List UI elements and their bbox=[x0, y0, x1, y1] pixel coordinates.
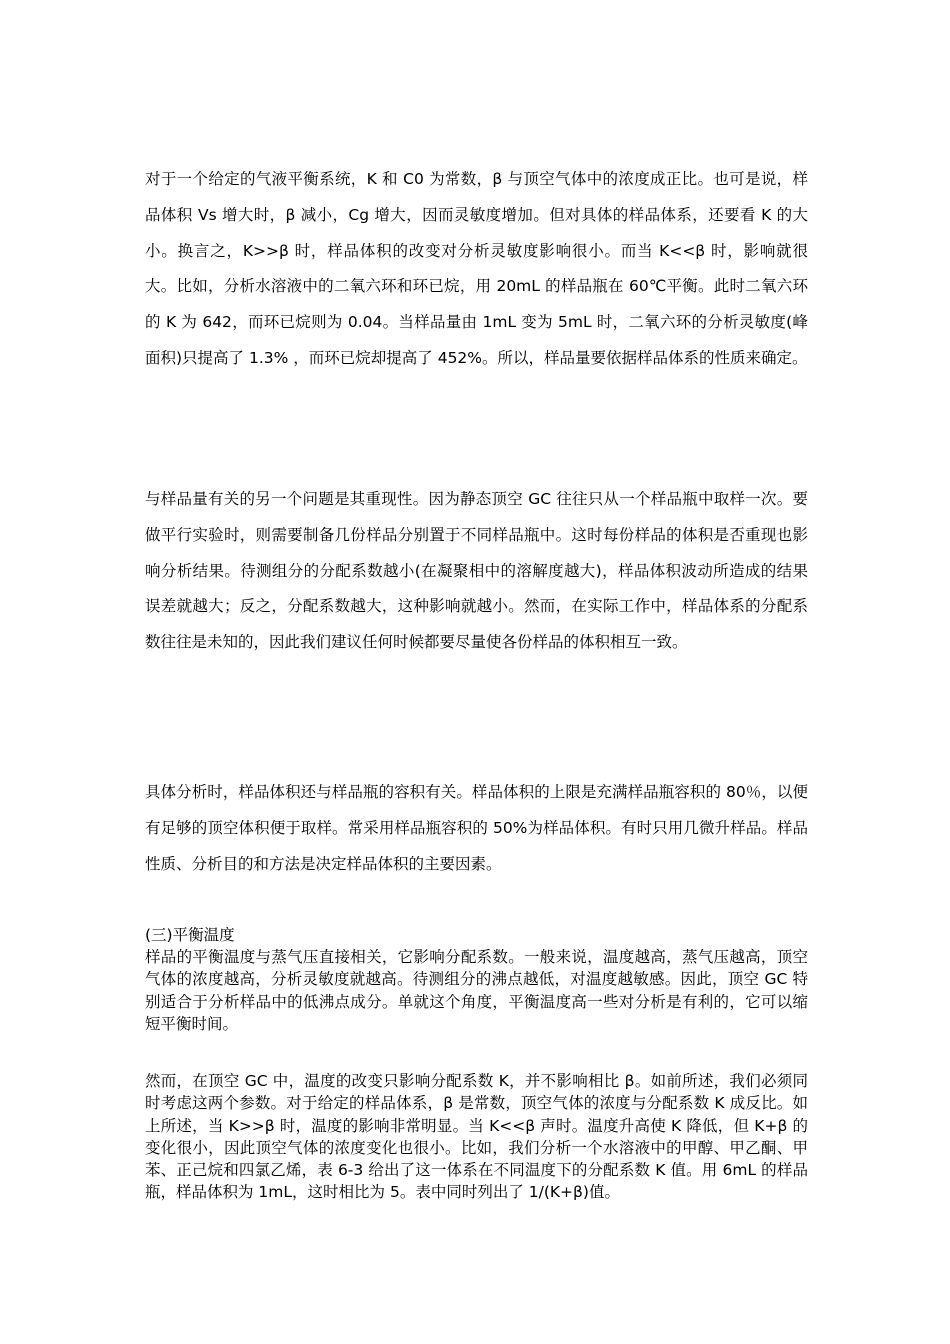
paragraph-vial-capacity: 具体分析时，样品体积还与样品瓶的容积有关。样品体积的上限是充满样品瓶容积的 80％，以便有足够的顶空体积便于取样。常采用样品瓶容积的 50%为样品体积。有时只用几微升样品。样品性质、分析目的和方法是决定样品体积的主要因素。 bbox=[145, 783, 808, 873]
paragraph-sample-volume-sensitivity: 对于一个给定的气液平衡系统，K 和 C0 为常数，β 与顶空气体中的浓度成正比。也可是说，样品体积 Vs 增大时，β 减小，Cg 增大，因而灵敏度增加。但对具体的样品体系，还要看 K 的大小。换言之，K>>β 时，样品体积的改变对分析灵敏度影响很小。而当 K<<β 时，影响就很大。比如，分析水溶液中的二氧六环和环已烷，用 20mL 的样品瓶在 60℃平衡。此时二氧六环的 K 为 642，而环已烷则为 0.04。当样品量由 1mL 变为 5mL 时，二氧六环的分析灵敏度(峰面积)只提高了 1.3% ，而环已烷却提高了 452%。所以，样品量要依据样品体系的性质来确定。 bbox=[145, 170, 808, 367]
paragraph-equilibrium-temperature: 样品的平衡温度与蒸气压直接相关，它影响分配系数。一般来说，温度越高，蒸气压越高，顶空气体的浓度越高，分析灵敏度就越高。待测组分的沸点越低，对温度越敏感。因此，顶空 GC 特别适合于分析样品中的低沸点成分。单就这个角度，平衡温度高一些对分析是有利的，它可以缩短平衡时间。 bbox=[145, 948, 808, 1033]
section-heading: (三)平衡温度 bbox=[145, 926, 235, 944]
paragraph-reproducibility: 与样品量有关的另一个问题是其重现性。因为静态顶空 GC 往往只从一个样品瓶中取样一次。要做平行实验时，则需要制备几份样品分别置于不同样品瓶中。这时每份样品的体积是否重现也影响分析结果。待测组分的分配系数越小(在凝聚相中的溶解度越大)，样品体积波动所造成的结果误差就越大；反之，分配系数越大，这种影响就越小。然而，在实际工作中，样品体系的分配系数往往是未知的，因此我们建议任何时候都要尽量使各份样品的体积相互一致。 bbox=[145, 490, 808, 652]
paragraph-temperature-effect: 然而，在顶空 GC 中，温度的改变只影响分配系数 K，并不影响相比 β。如前所述，我们必须同时考虑这两个参数。对于给定的样品体系，β 是常数，顶空气体的浓度与分配系数 K 成反比。如上所述，当 K>>β 时，温度的影响非常明显。当 K<<β 声时。温度升高使 K 降低，但 K+β 的变化很小，因此顶空气体的浓度变化也很小。比如，我们分析一个水溶液中的甲醇、甲乙酮、甲苯、正己烷和四氯乙烯，表 6-3 给出了这一体系在不同温度下的分配系数 K 值。用 6mL 的样品瓶，样品体积为 1mL，这时相比为 5。表中同时列出了 1/(K+β)值。 bbox=[145, 1072, 808, 1202]
